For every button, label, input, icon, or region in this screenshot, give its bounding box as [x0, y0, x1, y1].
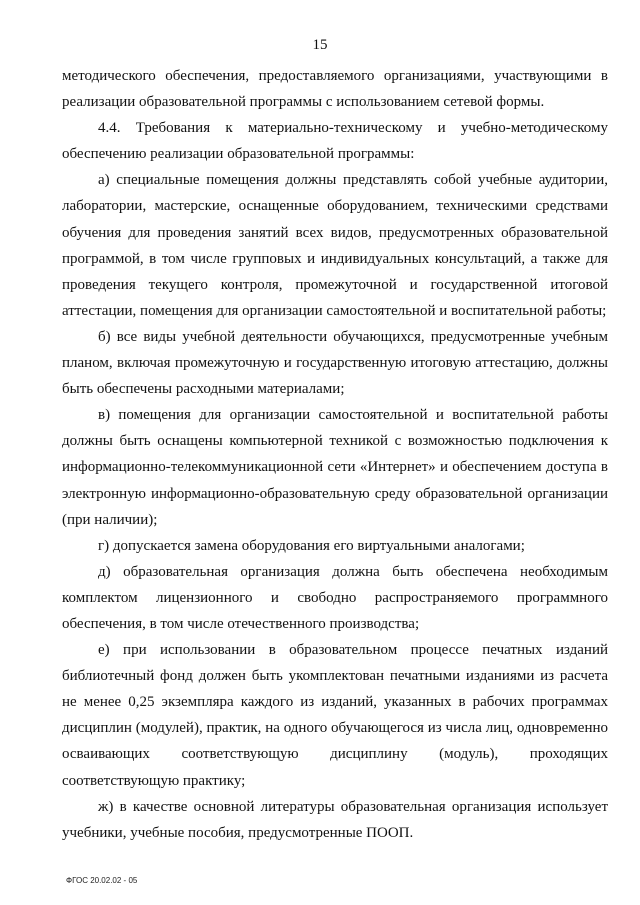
paragraph-continuation: методического обеспечения, предоставляемого организациями, участвующими в реализации образовательной программы с использованием сетевой формы.: [62, 68, 608, 111]
list-item-v: в) помещения для организации самостоятельной и воспитательной работы должны быть оснащены компьютерной техникой с возможностью подключения к информационно-телекоммуникационной сети «Интернет» и обеспечением доступа в электронную информационно-образовательную среду образовательной организации (при наличии);: [62, 407, 608, 528]
list-item-e: е) при использовании в образовательном процессе печатных изданий библиотечный фонд должен быть укомплектован печатными изданиями из расчета не менее 0,25 экземпляра каждого из изданий, указанных в рабочих программах дисциплин (модулей), практик, на одного обучающегося из числа лиц, одновременно осваивающих соответствующую дисциплину (модуль), проходящих соответствующую практику;: [62, 642, 608, 789]
list-item-a: а) специальные помещения должны представлять собой учебные аудитории, лаборатории, мастерские, оснащенные оборудованием, техническими средствами обучения для проведения занятий всех видов, предусмотренных образовательной программой, в том числе групповых и индивидуальных консультаций, а также для проведения текущего контроля, промежуточной и государственной итоговой аттестации, помещения для организации самостоятельной и воспитательной работы;: [62, 172, 608, 319]
document-body: [62, 63, 608, 846]
list-item-d: д) образовательная организация должна быть обеспечена необходимым комплектом лицензионного и свободно распространяемого программного обеспечения, в том числе отечественного производства;: [62, 563, 608, 632]
section-heading-4-4: 4.4. Требования к материально-техническому и учебно-методическому обеспечению реализации образовательной программы:: [62, 120, 608, 163]
list-item-b: б) все виды учебной деятельности обучающихся, предусмотренные учебным планом, включая промежуточную и государственную итоговую аттестацию, должны быть обеспечены расходными материалами;: [62, 328, 608, 398]
document-footer-code: ФГОС 20.02.02 - 05: [66, 876, 138, 885]
list-item-g: г) допускается замена оборудования его виртуальными аналогами;: [98, 537, 525, 554]
page-number: 15: [312, 37, 328, 53]
list-item-zh: ж) в качестве основной литературы образовательная организация использует учебники, учебные пособия, предусмотренные ПООП.: [62, 798, 608, 841]
